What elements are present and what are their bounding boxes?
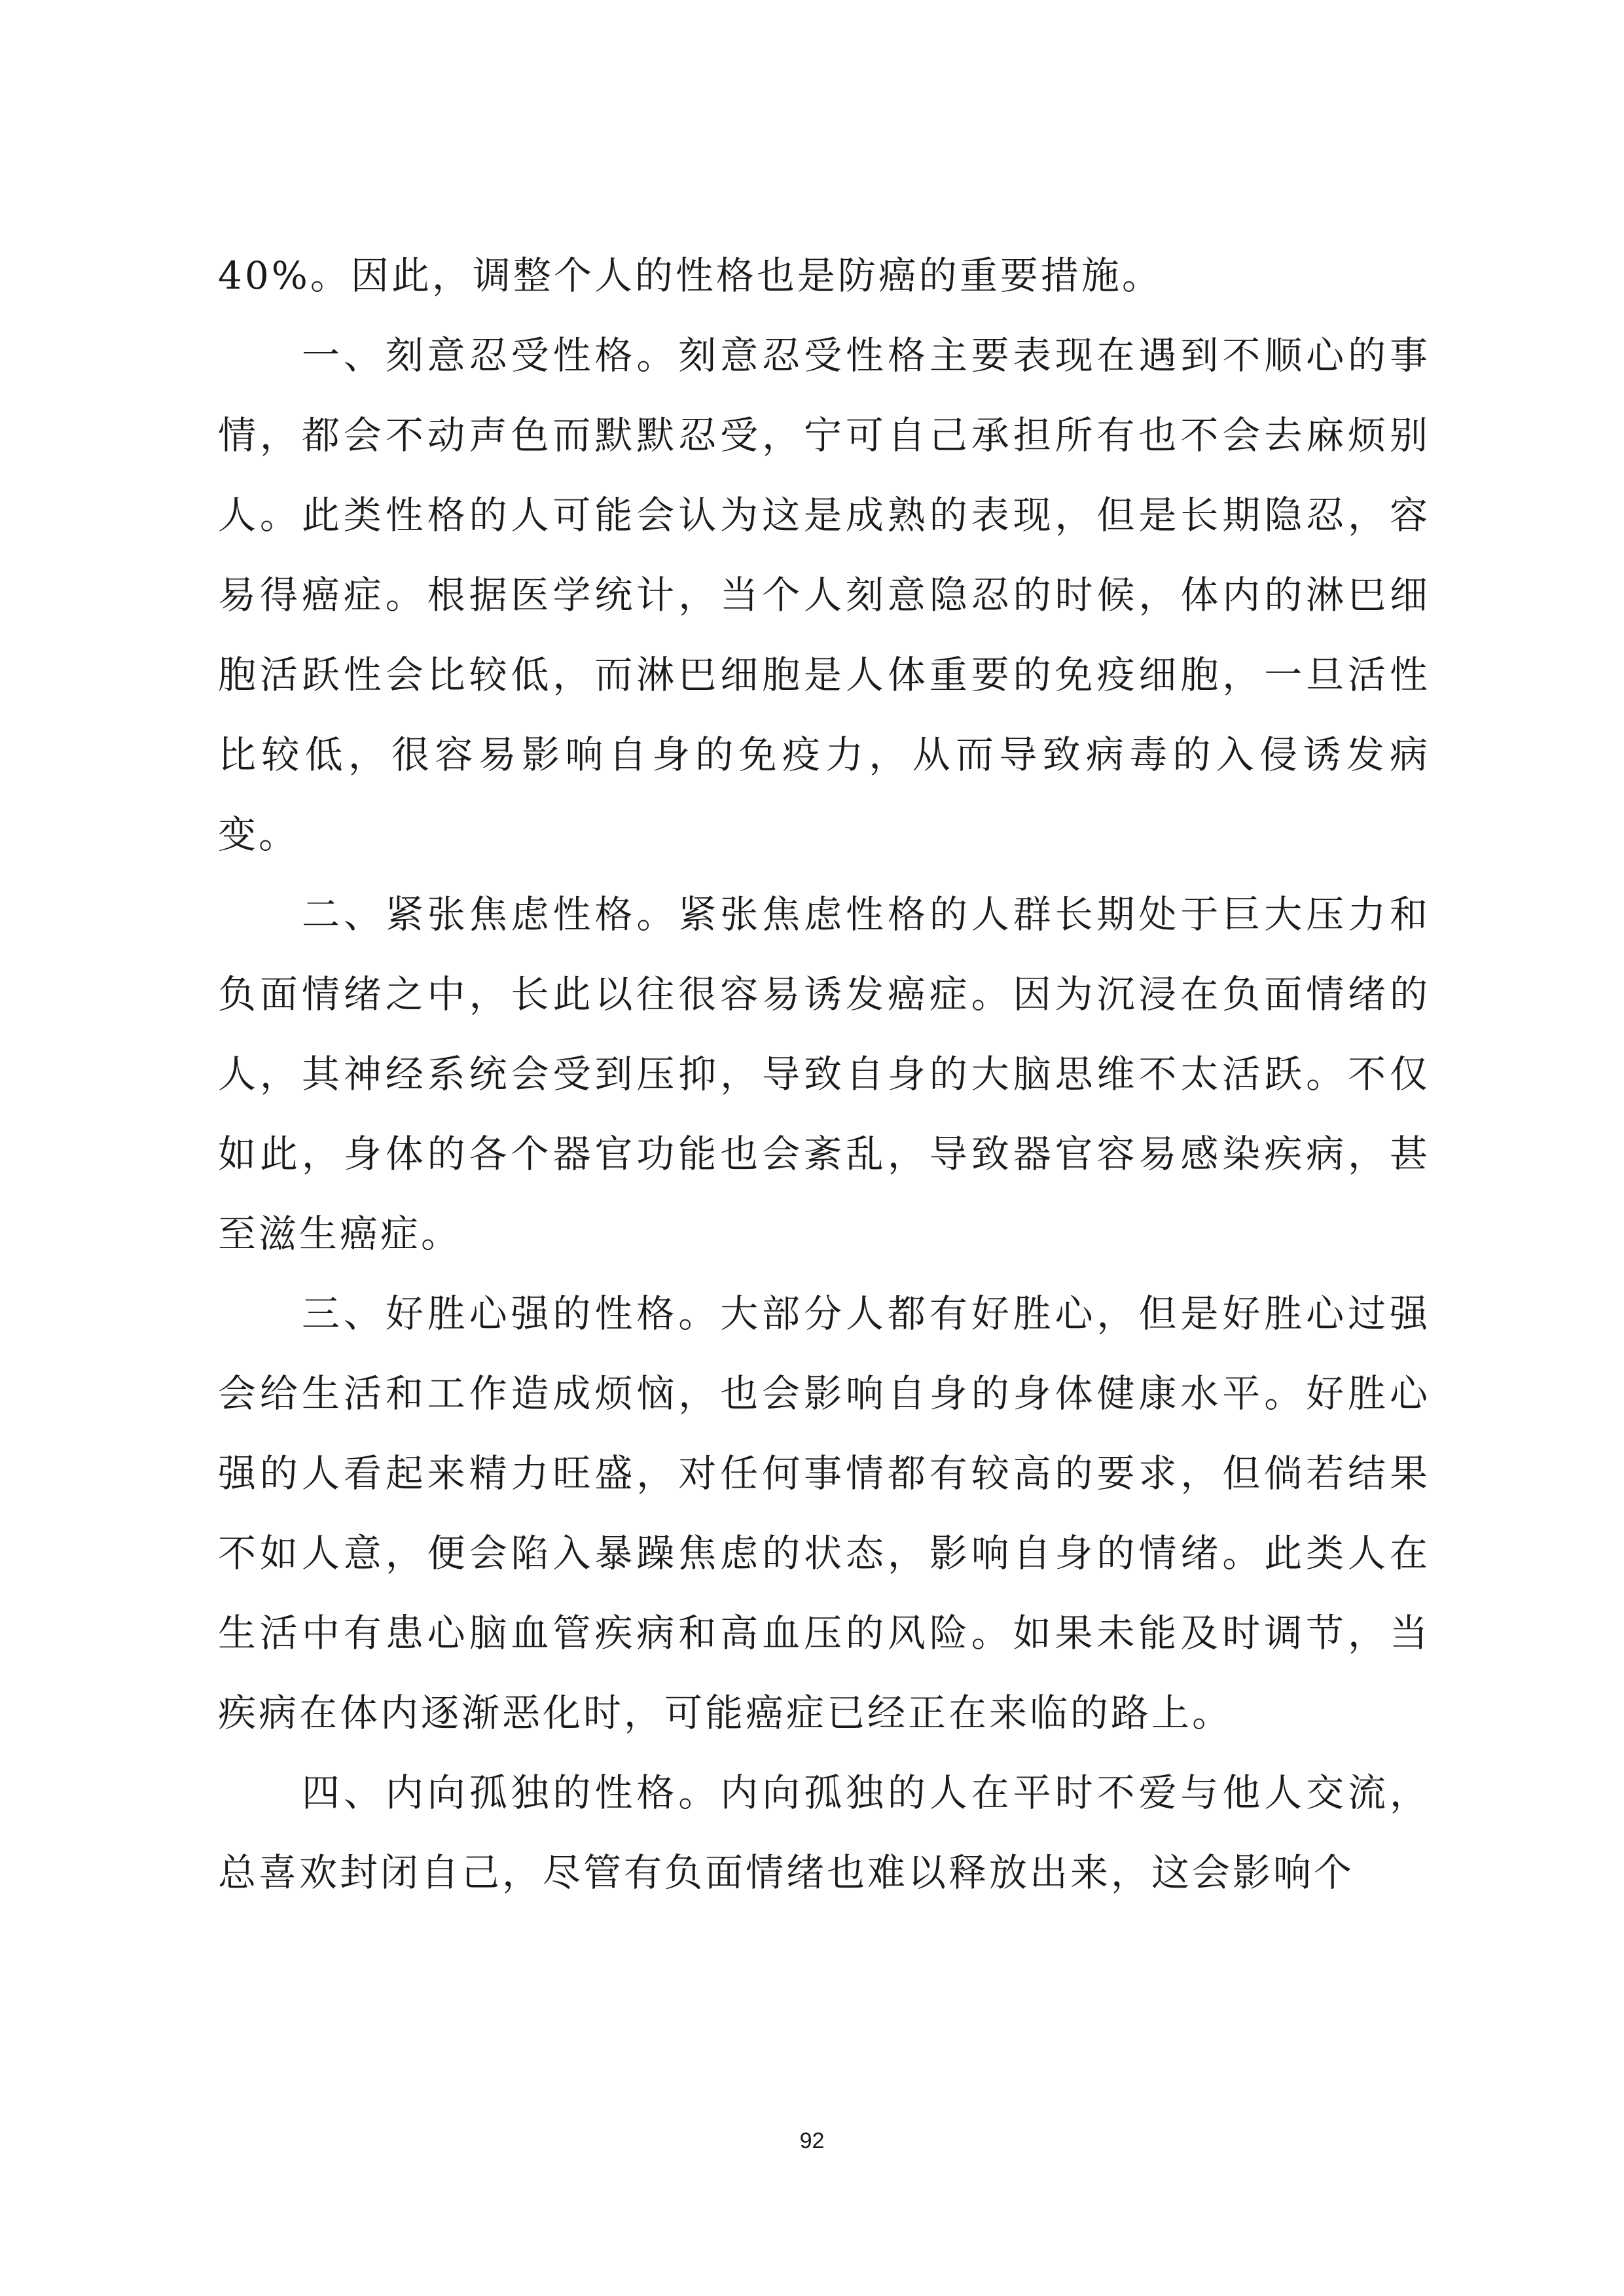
page-number: 92 (799, 2128, 825, 2153)
paragraph-anxiety: 二、紧张焦虑性格。紧张焦虑性格的人群长期处于巨大压力和负面情绪之中，长此以往很容易诱发癌症。因为沉浸在负面情绪的人，其神经系统会受到压抑，导致自身的大脑思维不太活跃。不仅如此，身体的各个器官功能也会紊乱，导致器官容易感染疾病，甚至滋生癌症。 (218, 892, 1430, 1256)
body-text (218, 236, 1430, 1912)
paragraph-competitiveness: 三、好胜心强的性格。大部分人都有好胜心，但是好胜心过强会给生活和工作造成烦恼，也会影响自身的身体健康水平。好胜心强的人看起来精力旺盛，对任何事情都有较高的要求，但倘若结果不如人意，便会陷入暴躁焦虑的状态，影响自身的情绪。此类人在生活中有患心脑血管疾病和高血压的风险。如果未能及时调节，当疾病在体内逐渐恶化时，可能癌症已经正在来临的路上。 (218, 1291, 1430, 1735)
paragraph-introversion: 四、内向孤独的性格。内向孤独的人在平时不爱与他人交流，总喜欢封闭自己，尽管有负面情绪也难以释放出来，这会影响个 (218, 1770, 1430, 1895)
paragraph-continuation: 40%。因此，调整个人的性格也是防癌的重要措施。 (218, 253, 1163, 298)
paragraph-deliberate-endurance: 一、刻意忍受性格。刻意忍受性格主要表现在遇到不顺心的事情，都会不动声色而默默忍受，宁可自己承担所有也不会去麻烦别人。此类性格的人可能会认为这是成熟的表现，但是长期隐忍，容易得癌症。根据医学统计，当个人刻意隐忍的时候，体内的淋巴细胞活跃性会比较低，而淋巴细胞是人体重要的免疫细胞，一旦活性比较低，很容易影响自身的免疫力，从而导致病毒的入侵诱发病变。 (218, 333, 1430, 857)
